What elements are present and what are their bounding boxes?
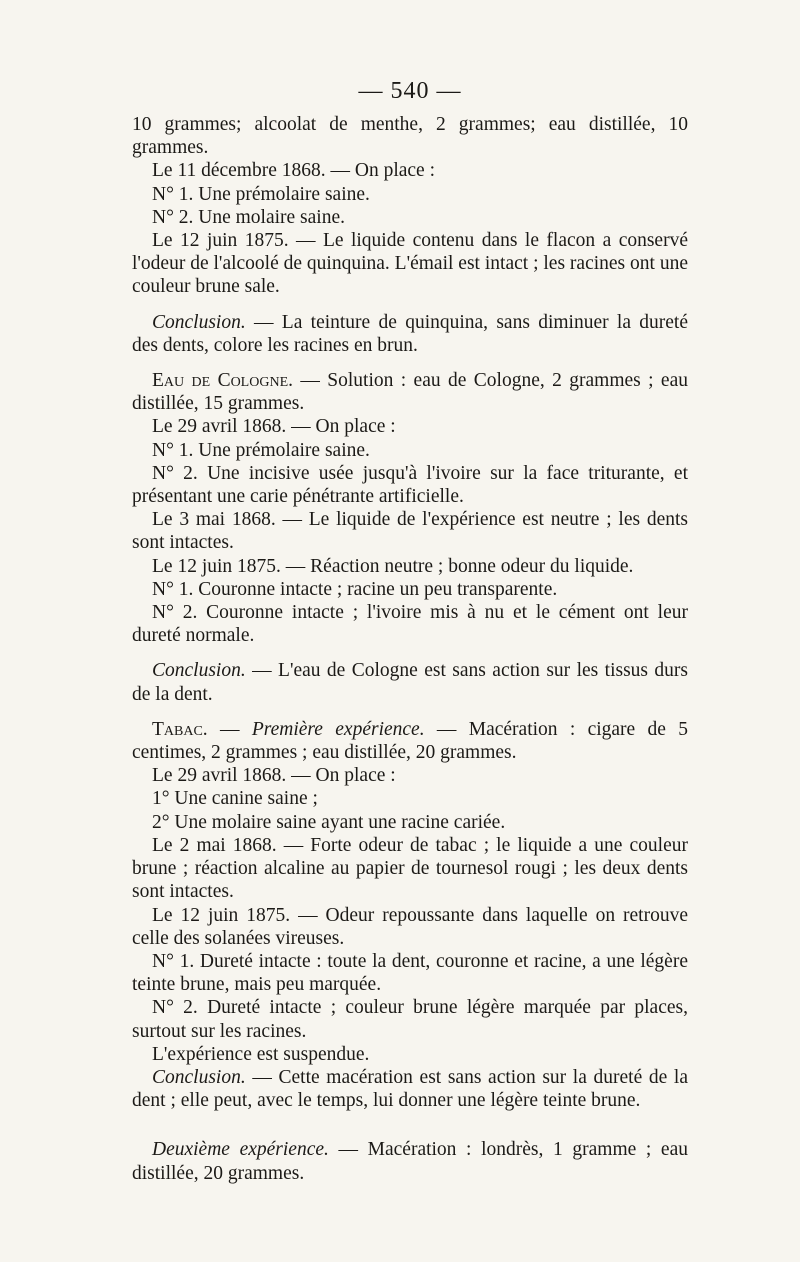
- paragraph: N° 2. Dureté intacte ; couleur brune légère marquée par places, surtout sur les racines.: [132, 997, 688, 1042]
- paragraph: N° 1. Une prémolaire saine.: [152, 183, 370, 205]
- paragraph: 1° Une canine saine ;: [152, 788, 318, 810]
- paragraph: Le 29 avril 1868. — On place :: [152, 765, 396, 787]
- paragraph: 10 grammes; alcoolat de menthe, 2 grammes; eau distillée, 10 grammes.: [132, 114, 688, 159]
- conclusion-text: — Cette macération est sans action sur la dureté de la dent ; elle peut, avec le temps, lui donner une légère teinte brune.: [132, 1066, 688, 1112]
- conclusion-text: — La teinture de quinquina, sans diminuer la dureté des dents, colore les racines en brun.: [132, 311, 688, 356]
- paragraph: L'expérience est suspendue.: [152, 1043, 370, 1065]
- paragraph: Le 12 juin 1875. — Réaction neutre ; bonne odeur du liquide.: [152, 555, 634, 577]
- section-subheading: Première expérience.: [251, 718, 425, 740]
- paragraph: N° 1. Couronne intacte ; racine un peu transparente.: [152, 578, 558, 600]
- section-subheading: Deuxième expérience.: [152, 1139, 329, 1161]
- paragraph: N° 2. Couronne intacte ; l'ivoire mis à nu et le cément ont leur dureté normale.: [132, 602, 688, 647]
- conclusion-label: Conclusion.: [152, 1066, 246, 1088]
- paragraph: N° 2. Une incisive usée jusqu'à l'ivoire sur la face triturante, et présentant une carie pénétrante artificielle.: [132, 462, 688, 508]
- section-heading: Eau de Cologne.: [152, 370, 293, 392]
- paragraph: Le 12 juin 1875. — Odeur repoussante dans laquelle on retrouve celle des solanées vireuses.: [132, 904, 688, 949]
- conclusion-label: Conclusion.: [152, 311, 246, 333]
- section-text: — Solution : eau de Cologne, 2 grammes ; eau distillée, 15 grammes.: [132, 370, 688, 415]
- section-text: — Macération : cigare de 5 centimes, 2 grammes ; eau distillée, 20 grammes.: [132, 718, 689, 764]
- paragraph: Le 12 juin 1875. — Le liquide contenu dans le flacon a conservé l'odeur de l'alcoolé de quinquina. L'émail est intact ; les racines ont une couleur brune sale.: [132, 230, 688, 298]
- section-paragraph: [132, 369, 688, 415]
- paragraph: Le 11 décembre 1868. — On place :: [152, 160, 436, 182]
- conclusion-paragraph: [132, 659, 688, 705]
- paragraph: N° 2. Une molaire saine.: [152, 206, 345, 228]
- paragraph: N° 1. Une prémolaire saine.: [152, 439, 370, 461]
- conclusion-label: Conclusion.: [152, 660, 246, 682]
- paragraph: 2° Une molaire saine ayant une racine cariée.: [152, 811, 506, 833]
- paragraph: Le 2 mai 1868. — Forte odeur de tabac ; le liquide a une couleur brune ; réaction alcaline au papier de tournesol rougi ; les deux dents sont intactes.: [132, 834, 688, 903]
- conclusion-paragraph: [132, 1066, 688, 1112]
- paragraph: Le 3 mai 1868. — Le liquide de l'expérience est neutre ; les dents sont intactes.: [132, 509, 688, 554]
- section-paragraph: Tabac. — Première expérience. — Macération : cigare de 5 centimes, 2 grammes ; eau distillée, 20 grammes.: [132, 718, 689, 764]
- conclusion-text: — L'eau de Cologne est sans action sur les tissus durs de la dent.: [132, 660, 688, 705]
- page-number: — 540 —: [358, 78, 462, 104]
- conclusion-paragraph: [132, 311, 688, 357]
- section-heading: Tabac.: [152, 718, 208, 740]
- section-paragraph: [132, 1138, 688, 1184]
- paragraph: N° 1. Dureté intacte : toute la dent, couronne et racine, a une légère teinte brune, mais peu marquée.: [132, 950, 688, 996]
- paragraph: Le 29 avril 1868. — On place :: [152, 416, 396, 438]
- section-text: — Macération : londrès, 1 gramme ; eau distillée, 20 grammes.: [132, 1139, 688, 1184]
